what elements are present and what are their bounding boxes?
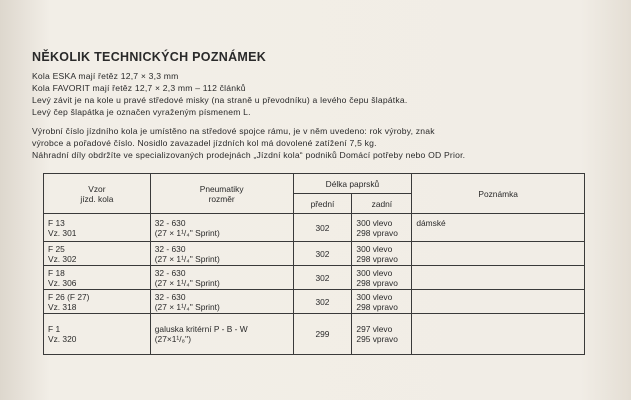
cell-model: F 1 Vz. 320 [44, 314, 151, 355]
text-line-pedal-mark: Levý čep šlapátka je označen vyraženým písmenem L. [32, 107, 251, 117]
cell-note [412, 290, 585, 314]
cell-front: 299 [293, 314, 352, 355]
cell-rear: 300 vlevo 298 vpravo [352, 214, 412, 242]
header-model: Vzor jízd. kola [44, 174, 151, 214]
header-front: přední [293, 194, 352, 214]
page-heading: NĚKOLIK TECHNICKÝCH POZNÁMEK [32, 50, 267, 64]
table-row [44, 214, 585, 242]
spec-table [43, 173, 585, 355]
cell-front: 302 [293, 214, 352, 242]
cell-model: F 25 Vz. 302 [44, 242, 151, 266]
cell-model: F 18 Vz. 306 [44, 266, 151, 290]
table-row [44, 290, 585, 314]
header-note: Poznámka [412, 174, 585, 214]
cell-tyre: 32 - 630 (27 × 1¹/₄'' Sprint) [150, 266, 293, 290]
cell-tyre: 32 - 630 (27 × 1¹/₄'' Sprint) [150, 290, 293, 314]
cell-rear: 297 vlevo 295 vpravo [352, 314, 412, 355]
text-line-spare-parts: Náhradní díly obdržíte ve specializovaných prodejnách „Jízdní kola“ podniků Domácí potřeby nebo OD Prior. [32, 150, 466, 160]
cell-rear: 300 vlevo 298 vpravo [352, 290, 412, 314]
cell-note [412, 242, 585, 266]
cell-note [412, 266, 585, 290]
cell-tyre: 32 - 630 (27 × 1¹/₄'' Sprint) [150, 214, 293, 242]
text-line-chain-eska: Kola ESKA mají řetěz 12,7 × 3,3 mm [32, 71, 179, 81]
cell-note: dámské [412, 214, 585, 242]
header-tyres: Pneumatiky rozměr [150, 174, 293, 214]
cell-note [412, 314, 585, 355]
table-row [44, 266, 585, 290]
cell-front: 302 [293, 290, 352, 314]
cell-tyre: galuska kritérní P - B - W (27×1¹/₈'') [150, 314, 293, 355]
cell-front: 302 [293, 242, 352, 266]
cell-tyre: 32 - 630 (27 × 1¹/₄'' Sprint) [150, 242, 293, 266]
cell-front: 302 [293, 266, 352, 290]
text-line-serial-number: Výrobní číslo jízdního kola je umístěno na středové spojce rámu, je v něm uvedeno: rok výroby, znak [32, 126, 435, 136]
header-spoke-length: Délka paprsků [293, 174, 412, 194]
cell-rear: 300 vlevo 298 vpravo [352, 242, 412, 266]
table-row [44, 242, 585, 266]
text-line-luggage-carrier: výrobce a pořadové číslo. Nosidlo zavazadel jízdních kol má dovolené zatížení 7,5 kg. [32, 138, 377, 148]
text-line-chain-favorit: Kola FAVORIT mají řetěz 12,7 × 2,3 mm – 112 článků [32, 83, 246, 93]
cell-model: F 13 Vz. 301 [44, 214, 151, 242]
text-line-left-thread: Levý závit je na kole u pravé středové misky (na straně u převodníku) a levého čepu šlapátka. [32, 95, 408, 105]
header-rear: zadní [352, 194, 412, 214]
cell-model: F 26 (F 27) Vz. 318 [44, 290, 151, 314]
table-row [44, 314, 585, 355]
cell-rear: 300 vlevo 298 vpravo [352, 266, 412, 290]
